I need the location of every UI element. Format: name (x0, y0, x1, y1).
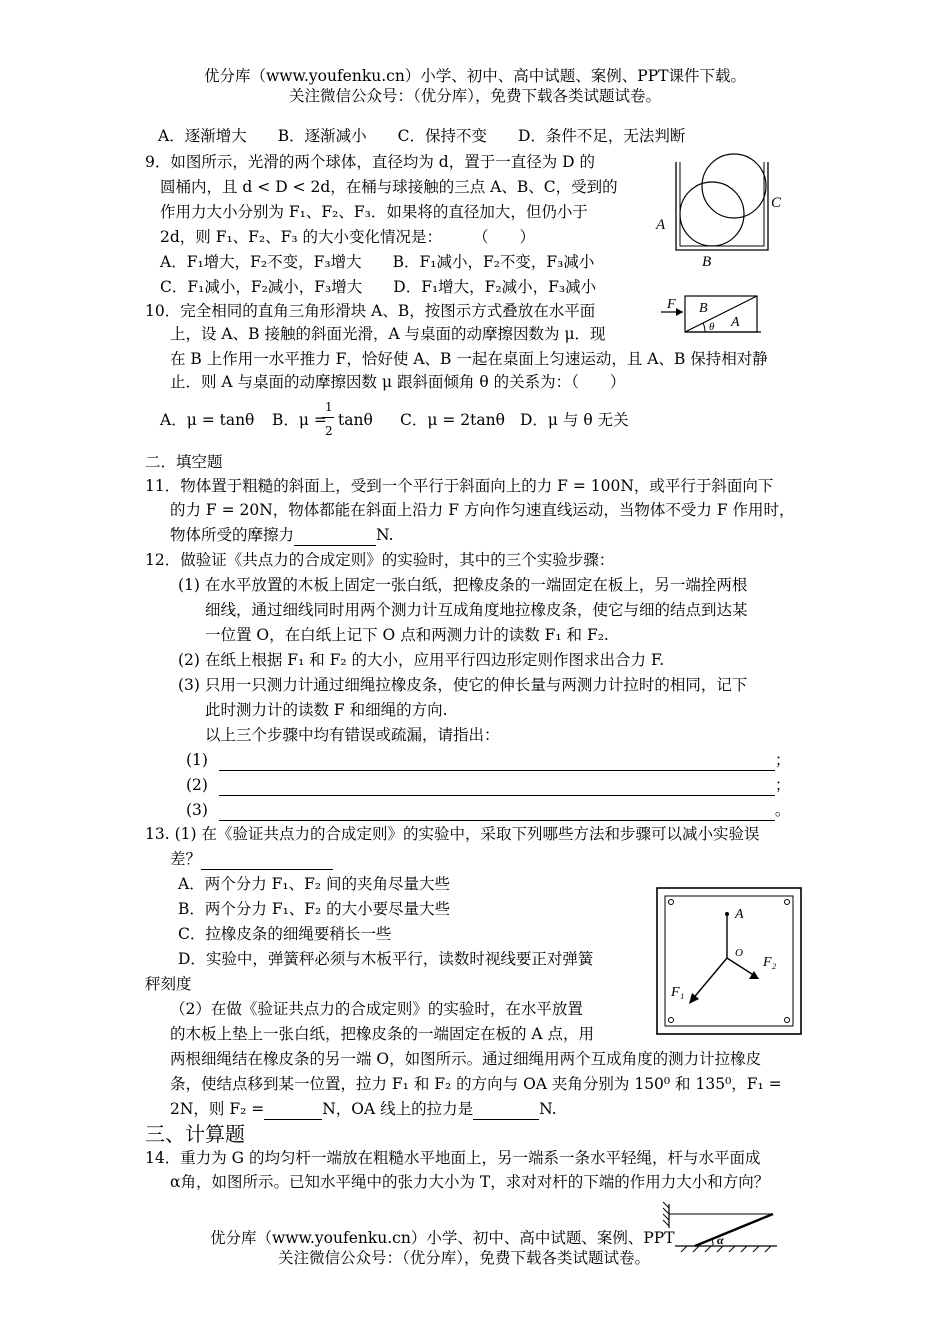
q11-line-2: 的力 F = 20N，物体都能在斜面上沿力 F 方向作匀速直线运动，当物体不受力 F 作用时， (170, 501, 795, 519)
q11-line-1: 11．物体置于粗糙的斜面上，受到一个平行于斜面向上的力 F = 100N，或平行于斜面向下 (145, 477, 774, 495)
q13-part-2-line-2: 的木板上垫上一张白纸，把橡皮条的一端固定在板的 A 点，用 (170, 1025, 595, 1043)
q12-step-2: (2) 在纸上根据 F₁ 和 F₂ 的大小，应用平行四边形定则作图求出合力 F. (178, 651, 665, 669)
q12-answer-3 (186, 800, 790, 821)
q12-step-1: (1) 在水平放置的木板上固定一张白纸，把橡皮条的一端固定在板上，另一端拴两根 (178, 576, 748, 594)
q9-option-cd: C．F₁减小，F₂减小，F₃增大 D．F₁增大，F₂减小，F₃减小 (160, 278, 597, 296)
q12-prompt: 以上三个步骤中均有错误或疏漏，请指出： (205, 726, 500, 744)
header-line-1: 优分库（www.youfenku.cn）小学、初中、高中试题、案例、PPT课件下载。 (203, 67, 747, 85)
label-theta: θ (709, 321, 715, 333)
answer-label: (3) (186, 801, 208, 819)
label-f: F (667, 297, 676, 312)
q10-line-2: 上，设 A、B 接触的斜面光滑，A 与桌面的动摩擦因数为 μ．现 (170, 325, 606, 343)
q13-f2-prefix: 2N，则 F₂ = (170, 1100, 265, 1118)
q9-line-1: 9．如图所示，光滑的两个球体，直径均为 d，置于一直径为 D 的 (145, 153, 595, 171)
q13-answer-1-blank[interactable] (201, 849, 333, 870)
q13-oa-prefix: N，OA 线上的拉力是 (322, 1100, 474, 1118)
q8-options: A．逐渐增大 B．逐渐减小 C．保持不变 D．条件不足，无法判断 (158, 127, 686, 145)
q13-option-c: C．拉橡皮条的细绳要稍长一些 (178, 925, 392, 943)
label-f1: F₁ (671, 985, 685, 1000)
q12-answer-1-blank[interactable] (219, 750, 775, 771)
q13-part-2-line-4: 条，使结点移到某一位置，拉力 F₁ 和 F₂ 的方向与 OA 夹角分别为 150⁰ 和 135⁰，F₁ = (170, 1075, 782, 1093)
q13-part-2-line-3: 两根细绳结在橡皮条的另一端 O，如图所示。通过细绳用两个互成角度的测力计拉橡皮 (170, 1050, 762, 1068)
q13-option-b: B．两个分力 F₁、F₂ 的大小要尽量大些 (178, 900, 451, 918)
q12-step-3-cont: 此时测力计的读数 F 和细绳的方向. (205, 701, 448, 719)
q14-line-1: 14．重力为 G 的均匀杆一端放在粗糙水平地面上，另一端系一条水平轻绳，杆与水平面成 (145, 1149, 761, 1167)
q10-option-b-numerator: 1 (325, 400, 333, 414)
label-a: A (656, 217, 666, 233)
label-a: A (735, 907, 744, 922)
q13-line-2 (170, 849, 333, 870)
answer-label: (2) (186, 776, 208, 794)
label-o: O (735, 947, 743, 959)
q13-option-a: A．两个分力 F₁、F₂ 间的夹角尽量大些 (178, 875, 450, 893)
q12-answer-3-blank[interactable] (219, 800, 775, 821)
q12-step-1-cont: 细线，通过细线同时用两个测力计互成角度地拉橡皮条，使它与细的结点到达某 (205, 601, 748, 619)
label-c: C (771, 195, 782, 211)
q12-answer-1 (186, 750, 790, 771)
q10-line-1: 10．完全相同的直角三角形滑块 A、B，按图示方式叠放在水平面 (145, 302, 596, 320)
answer-end: ； (774, 751, 791, 769)
q10-option-b-prefix: B．μ = (272, 411, 327, 429)
label-b: B (702, 254, 712, 270)
q10-option-d: D．μ 与 θ 无关 (520, 411, 629, 429)
footer-line-2: 关注微信公众号：（优分库），免费下载各类试题试卷。 (278, 1249, 651, 1267)
q13-part-2-line-1: （2）在做《验证共点力的合成定则》的实验时，在水平放置 (170, 1000, 583, 1018)
q11-answer-blank[interactable] (294, 525, 376, 546)
q10-line-4: 止．则 A 与桌面的动摩擦因数 μ 跟斜面倾角 θ 的关系为：（ ） (170, 373, 626, 391)
ball-upper (702, 154, 766, 218)
q12-answer-2-blank[interactable] (219, 775, 775, 796)
q12-line-1: 12．做验证《共点力的合成定则》的实验时，其中的三个实验步骤： (145, 551, 615, 569)
q13-line-1: 13. (1) 在《验证共点力的合成定则》的实验中，采取下列哪些方法和步骤可以减小实验误 (145, 825, 760, 843)
q9-option-ab: A．F₁增大，F₂不变，F₃增大 B．F₁减小，F₂不变，F₃减小 (160, 253, 595, 271)
q9-cylinder-figure (650, 150, 800, 272)
q13-option-d: D．实验中，弹簧秤必须与木板平行，读数时视线要正对弹簧 (178, 950, 594, 968)
q11-unit: N. (376, 526, 394, 544)
section-2-heading: 二．填空题 (145, 453, 223, 471)
q10-option-c: C．μ = 2tanθ (400, 411, 505, 429)
q12-step-1-cont-2: 一位置 O，在白纸上记下 O 点和两测力计的读数 F₁ 和 F₂. (205, 626, 609, 644)
q10-option-b-denominator: 2 (325, 424, 333, 438)
header-line-2: 关注微信公众号：（优分库），免费下载各类试题试卷。 (288, 87, 661, 105)
label-a: A (731, 315, 740, 330)
q13-line-2-text: 差？ (170, 850, 202, 868)
label-f2: F₂ (763, 955, 777, 970)
answer-label: (1) (186, 751, 208, 769)
q13-oa-blank[interactable] (473, 1099, 539, 1120)
q10-wedge-figure (655, 292, 765, 338)
q13-unit: N. (539, 1100, 557, 1118)
q13-f2-blank[interactable] (264, 1099, 322, 1120)
q13-option-d-cont: 秤刻度 (145, 975, 192, 993)
answer-end: ； (774, 776, 791, 794)
q12-answer-2 (186, 775, 790, 796)
q10-option-a: A．μ = tanθ (160, 411, 255, 429)
label-alpha: α (717, 1233, 724, 1247)
q14-line-2: α角，如图所示。已知水平绳中的张力大小为 T，求对对杆的下端的作用力大小和方向？ (170, 1173, 770, 1191)
label-b: B (699, 301, 708, 316)
q9-line-3: 作用力大小分别为 F₁、F₂、F₃．如果将的直径加大，但仍小于 (160, 203, 588, 221)
answer-end: 。 (774, 801, 791, 819)
q13-part-2-line-5 (170, 1099, 557, 1120)
footer-line-1: 优分库（www.youfenku.cn）小学、初中、高中试题、案例、PPT (210, 1229, 675, 1247)
q13-board-figure (655, 886, 805, 1038)
section-3-heading: 三、计算题 (145, 1122, 245, 1146)
ball-lower (680, 182, 744, 246)
q9-line-2: 圆桶内，且 d < D < 2d，在桶与球接触的三点 A、B、C，受到的 (160, 178, 618, 196)
q12-step-3: (3) 只用一只测力计通过细绳拉橡皮条，使它的伸长量与两测力计拉时的相同，记下 (178, 676, 748, 694)
q10-line-3: 在 B 上作用一水平推力 F，恰好使 A、B 一起在桌面上匀速运动，且 A、B 保持相对静 (170, 350, 768, 368)
q10-option-b-suffix: tanθ (338, 411, 373, 429)
q11-line-3-text: 物体所受的摩擦力 (170, 526, 295, 544)
fraction-bar (322, 417, 334, 418)
q9-line-4: 2d，则 F₁、F₂、F₃ 的大小变化情况是： （ ） (160, 228, 536, 246)
q11-line-3 (170, 525, 394, 546)
